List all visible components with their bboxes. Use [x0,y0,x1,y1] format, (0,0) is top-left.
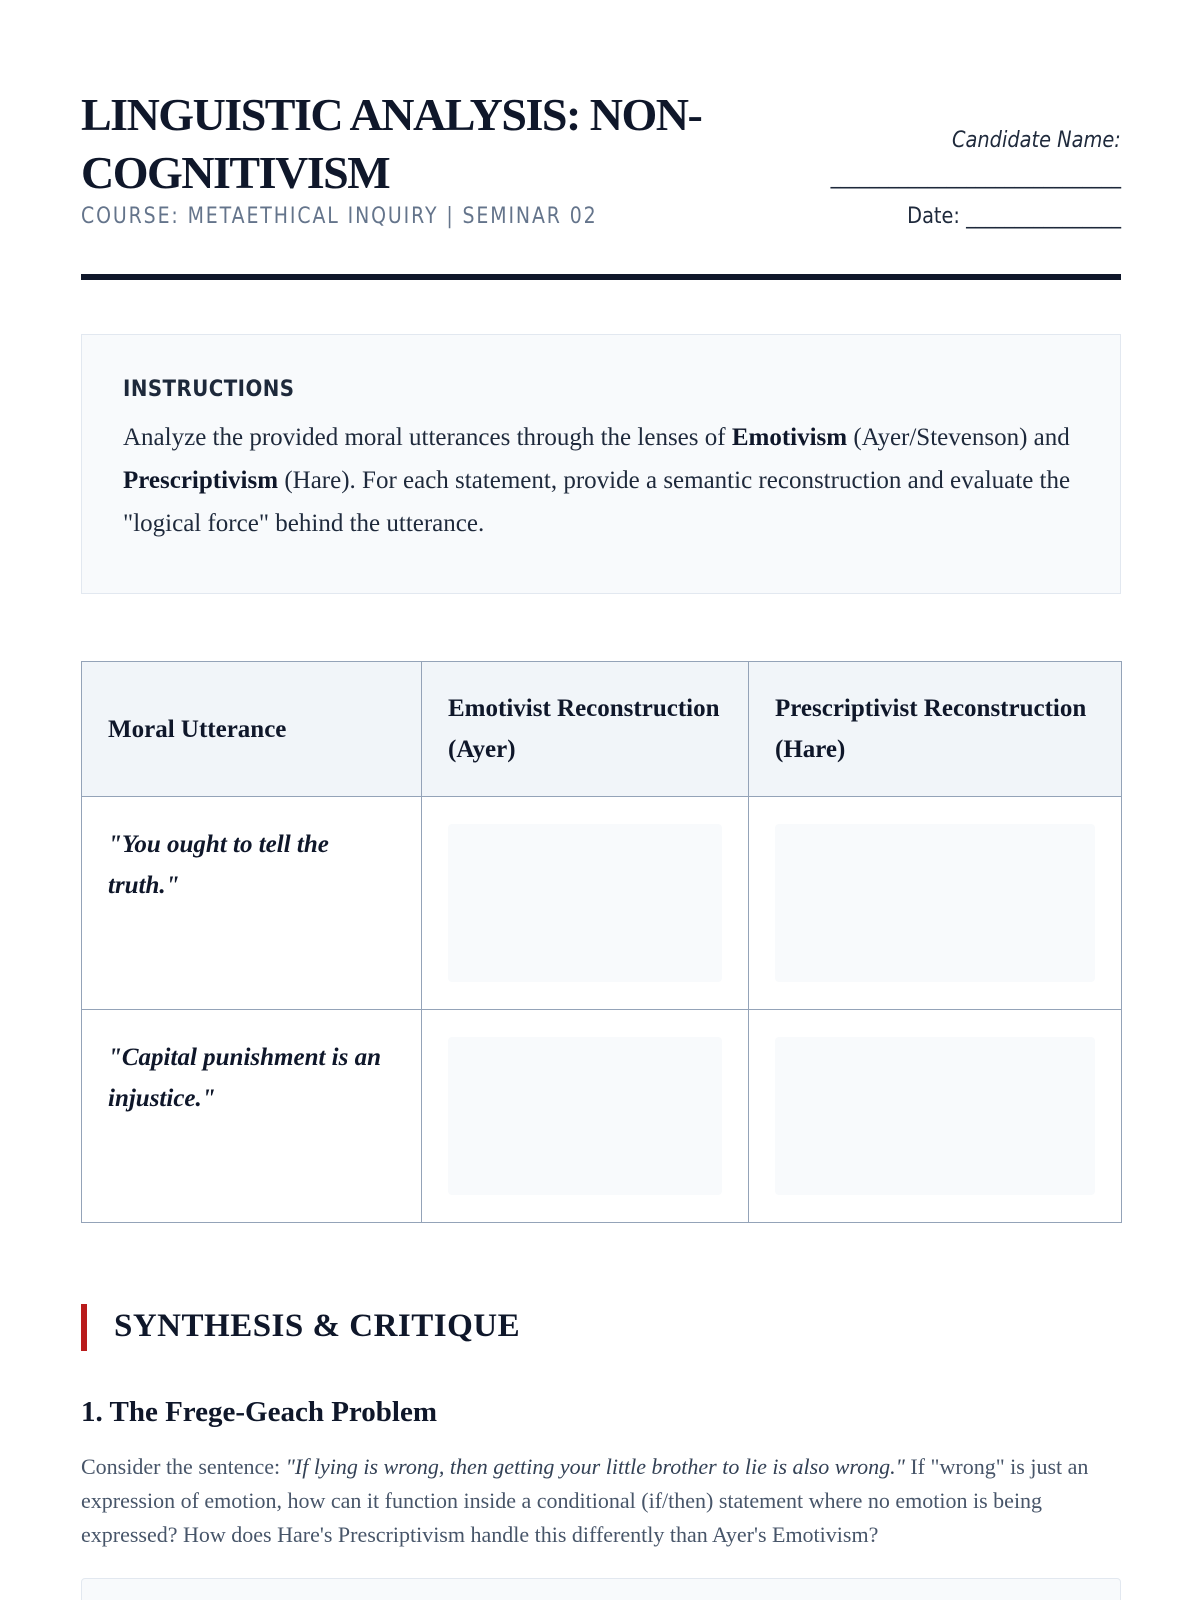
candidate-name-field[interactable]: ______________________________ [830,164,1121,189]
prescriptivist-answer-box[interactable] [775,824,1095,982]
candidate-name-label: Candidate Name: [952,128,1121,153]
utterance-cell [82,797,422,1010]
date-label: Date: [907,204,960,229]
prescriptivist-answer-box[interactable] [775,1037,1095,1195]
analysis-table [81,661,1122,1223]
instructions-panel [81,334,1121,594]
emotivist-answer-box[interactable] [448,824,722,982]
column-header-emotivist: Emotivist Reconstruction (Ayer) [422,662,749,797]
synthesis-section-header [81,1304,981,1352]
prescriptivism-term: Prescriptivism [123,467,279,494]
example-sentence: "If lying is wrong, then getting your little brother to lie is also wrong." [285,1454,905,1479]
emotivism-term: Emotivism [731,424,848,451]
table-header-row [82,662,1122,797]
prescriptivist-cell [749,797,1122,1010]
date-field[interactable] [907,204,1121,229]
utterance-text: "You ought to tell the truth." [108,831,329,899]
course-subtitle: COURSE: METAETHICAL INQUIRY | SEMINAR 02 [81,204,598,229]
emotivist-cell [422,797,749,1010]
instructions-text: Analyze the provided moral utterances through the lenses of Emotivism (Ayer/Stevenson) and Prescriptivism (Hare). For each statement, provide a semantic reconstruction and evaluate the "logical force" behind the utterance. [123,424,1071,537]
document-header [81,80,1121,280]
header-divider [81,274,1121,280]
utterance-text: "Capital punishment is an injustice." [108,1044,381,1112]
column-header-prescriptivist: Prescriptivist Reconstruction (Hare) [749,662,1122,797]
column-header-utterance: Moral Utterance [82,662,422,797]
question-title: 1. The Frege-Geach Problem [81,1396,437,1428]
section-accent-bar [81,1304,87,1351]
table-row [82,797,1122,1010]
question-prompt: Consider the sentence: "If lying is wrong, then getting your little brother to lie is also wrong." If "wrong" is just an expression of emotion, how can it function inside a conditional (if/then) statement where no emotion is being expressed? How does Hare's Prescriptivism handle this differently than Ayer's Emotivism? [81,1454,1089,1547]
emotivist-answer-box[interactable] [448,1037,722,1195]
prescriptivist-cell [749,1010,1122,1223]
emotivist-cell [422,1010,749,1223]
table-row [82,1010,1122,1223]
utterance-cell [82,1010,422,1223]
instructions-heading: INSTRUCTIONS [123,377,295,402]
page-title: LINGUISTIC ANALYSIS: NON-COGNITIVISM [81,89,702,198]
question-answer-area[interactable] [81,1578,1121,1600]
date-blank: ________________ [966,204,1121,229]
section-title: SYNTHESIS & CRITIQUE [114,1308,521,1344]
